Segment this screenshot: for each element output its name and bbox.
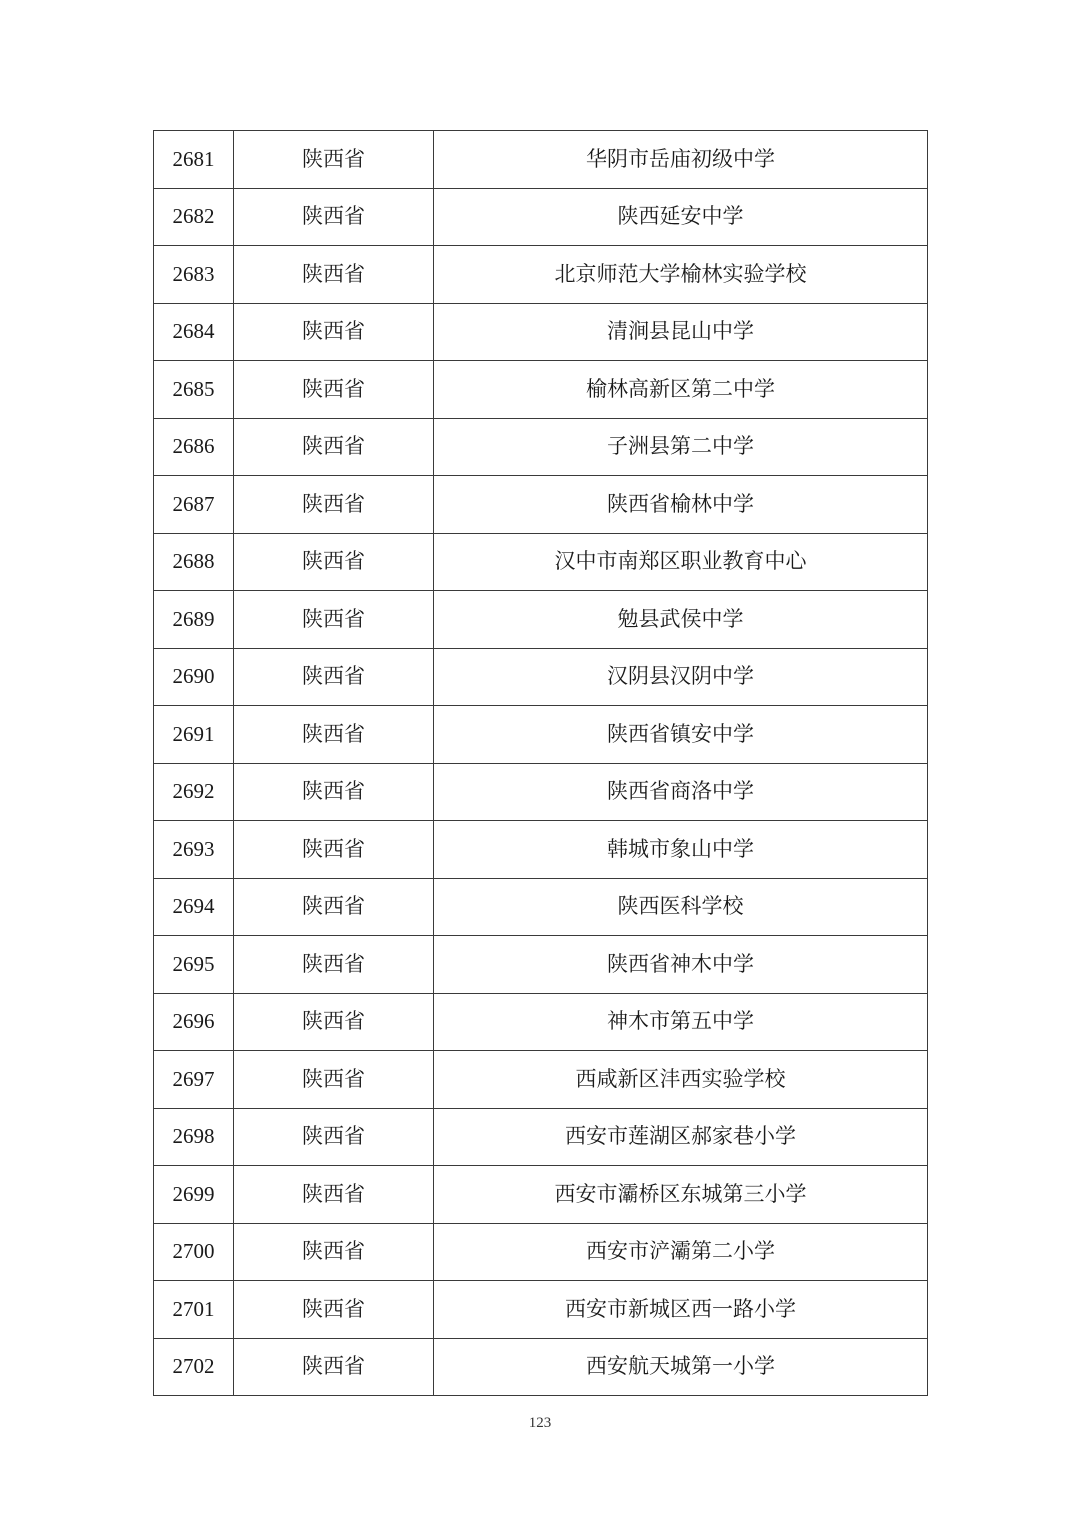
page-number: 123 [528, 1415, 552, 1431]
school-name-cell: 汉中市南郑区职业教育中心 [434, 533, 928, 591]
province-cell: 陕西省 [234, 1223, 434, 1281]
row-number-cell: 2684 [154, 303, 234, 361]
table-row [154, 993, 928, 1051]
school-name-cell: 汉阴县汉阴中学 [434, 648, 928, 706]
school-name-cell: 西安市浐灞第二小学 [434, 1223, 928, 1281]
row-number-cell: 2682 [154, 188, 234, 246]
row-number-cell: 2691 [154, 706, 234, 764]
row-number-cell: 2687 [154, 476, 234, 534]
row-number-cell: 2694 [154, 878, 234, 936]
school-name-cell: 清涧县昆山中学 [434, 303, 928, 361]
school-name-cell: 陕西省榆林中学 [434, 476, 928, 534]
province-cell: 陕西省 [234, 878, 434, 936]
row-number-cell: 2702 [154, 1338, 234, 1396]
province-cell: 陕西省 [234, 648, 434, 706]
table-row [154, 591, 928, 649]
province-cell: 陕西省 [234, 361, 434, 419]
row-number-cell: 2698 [154, 1108, 234, 1166]
table-row [154, 131, 928, 189]
province-cell: 陕西省 [234, 1166, 434, 1224]
row-number-cell: 2683 [154, 246, 234, 304]
province-cell: 陕西省 [234, 303, 434, 361]
school-name-cell: 榆林高新区第二中学 [434, 361, 928, 419]
row-number-cell: 2699 [154, 1166, 234, 1224]
row-number-cell: 2686 [154, 418, 234, 476]
province-cell: 陕西省 [234, 1108, 434, 1166]
row-number-cell: 2681 [154, 131, 234, 189]
table-row [154, 1051, 928, 1109]
row-number-cell: 2695 [154, 936, 234, 994]
school-name-cell: 北京师范大学榆林实验学校 [434, 246, 928, 304]
province-cell: 陕西省 [234, 993, 434, 1051]
table-row [154, 648, 928, 706]
province-cell: 陕西省 [234, 418, 434, 476]
school-name-cell: 西安市灞桥区东城第三小学 [434, 1166, 928, 1224]
row-number-cell: 2701 [154, 1281, 234, 1339]
table-row [154, 878, 928, 936]
row-number-cell: 2692 [154, 763, 234, 821]
school-name-cell: 陕西省神木中学 [434, 936, 928, 994]
province-cell: 陕西省 [234, 246, 434, 304]
province-cell: 陕西省 [234, 591, 434, 649]
school-name-cell: 华阴市岳庙初级中学 [434, 131, 928, 189]
province-cell: 陕西省 [234, 936, 434, 994]
province-cell: 陕西省 [234, 1051, 434, 1109]
row-number-cell: 2693 [154, 821, 234, 879]
province-cell: 陕西省 [234, 706, 434, 764]
row-number-cell: 2689 [154, 591, 234, 649]
row-number-cell: 2700 [154, 1223, 234, 1281]
school-name-cell: 韩城市象山中学 [434, 821, 928, 879]
school-list-table [153, 130, 928, 1396]
province-cell: 陕西省 [234, 188, 434, 246]
table-row [154, 936, 928, 994]
school-name-cell: 陕西医科学校 [434, 878, 928, 936]
province-cell: 陕西省 [234, 131, 434, 189]
school-name-cell: 陕西延安中学 [434, 188, 928, 246]
table-row [154, 1223, 928, 1281]
row-number-cell: 2697 [154, 1051, 234, 1109]
school-name-cell: 西咸新区沣西实验学校 [434, 1051, 928, 1109]
row-number-cell: 2690 [154, 648, 234, 706]
school-name-cell: 神木市第五中学 [434, 993, 928, 1051]
province-cell: 陕西省 [234, 1338, 434, 1396]
table-row [154, 1108, 928, 1166]
table-row [154, 361, 928, 419]
table-row [154, 1281, 928, 1339]
province-cell: 陕西省 [234, 763, 434, 821]
table-row [154, 706, 928, 764]
row-number-cell: 2688 [154, 533, 234, 591]
school-name-cell: 陕西省商洛中学 [434, 763, 928, 821]
table-row [154, 1166, 928, 1224]
province-cell: 陕西省 [234, 533, 434, 591]
province-cell: 陕西省 [234, 476, 434, 534]
school-name-cell: 西安市新城区西一路小学 [434, 1281, 928, 1339]
table-row [154, 188, 928, 246]
school-name-cell: 陕西省镇安中学 [434, 706, 928, 764]
province-cell: 陕西省 [234, 821, 434, 879]
school-name-cell: 勉县武侯中学 [434, 591, 928, 649]
table-row [154, 303, 928, 361]
school-name-cell: 西安市莲湖区郝家巷小学 [434, 1108, 928, 1166]
table-body [154, 131, 928, 1396]
table-row [154, 476, 928, 534]
table-row [154, 763, 928, 821]
table-row [154, 821, 928, 879]
table-row [154, 246, 928, 304]
table-row [154, 1338, 928, 1396]
row-number-cell: 2696 [154, 993, 234, 1051]
table-row [154, 418, 928, 476]
province-cell: 陕西省 [234, 1281, 434, 1339]
school-name-cell: 西安航天城第一小学 [434, 1338, 928, 1396]
school-name-cell: 子洲县第二中学 [434, 418, 928, 476]
table-row [154, 533, 928, 591]
row-number-cell: 2685 [154, 361, 234, 419]
